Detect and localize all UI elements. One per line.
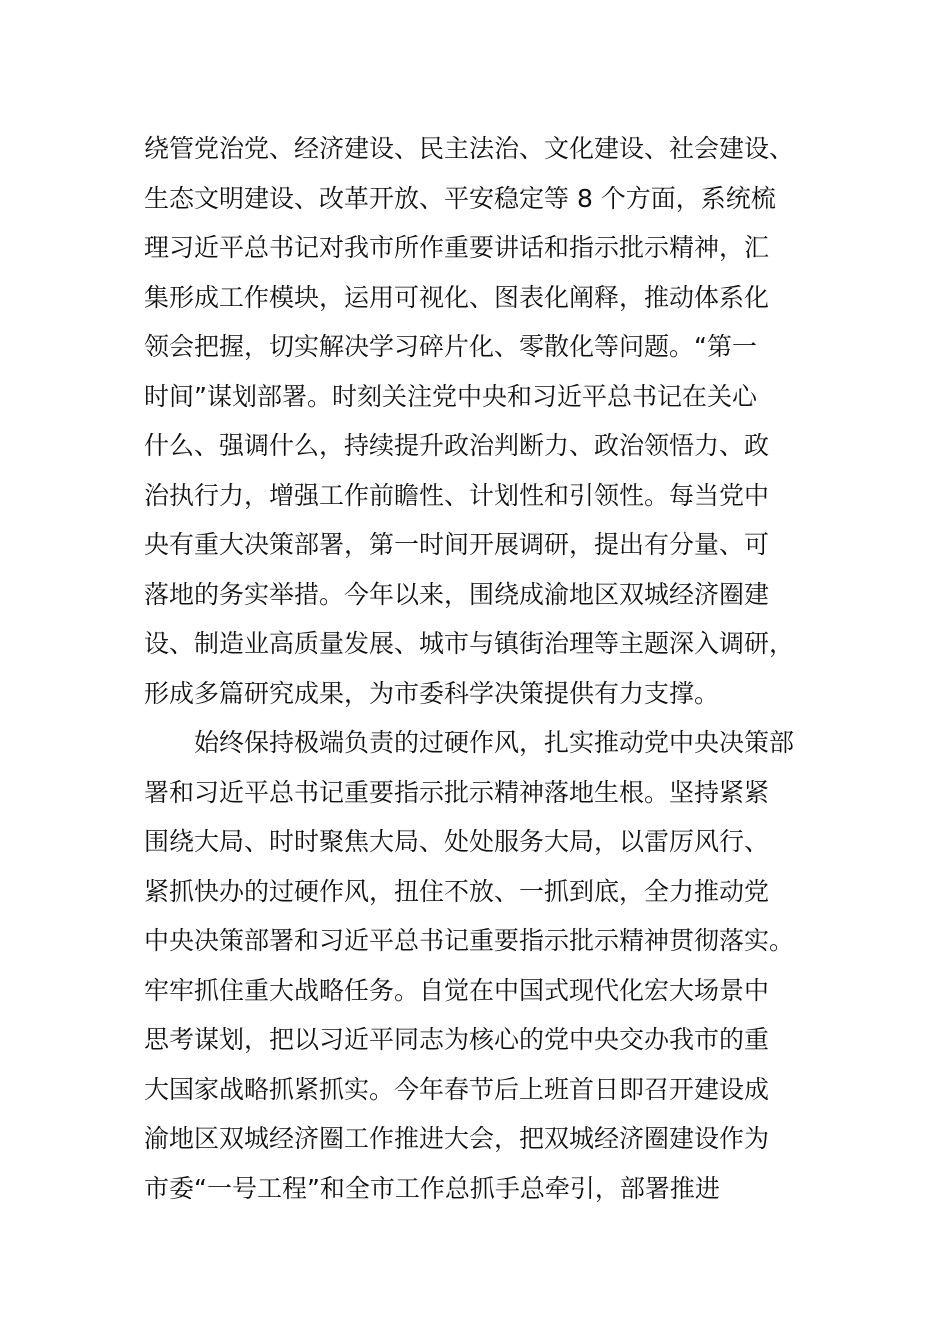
text-line: 署和习近平总书记重要指示批示精神落地生根。坚持紧紧	[144, 777, 770, 807]
paragraph-start-line: 始终保持极端负责的过硬作风，扎实推动党中央决策部	[144, 728, 795, 757]
text-line: 生态文明建设、改革开放、平安稳定等 8 个方面，系统梳	[144, 183, 776, 213]
text-line: 时间”谋划部署。时刻关注党中央和习近平总书记在关心	[144, 381, 757, 411]
text-line: 围绕大局、时时聚焦大局、处处服务大局，以雷厉风行、	[144, 827, 770, 856]
text-line: 集形成工作模块，运用可视化、图表化阐释，推动体系化	[144, 282, 770, 312]
text-line: 渝地区双城经济圈工作推进大会，把双城经济圈建设作为	[144, 1124, 770, 1153]
text-line: 牢牢抓住重大战略任务。自觉在中国式现代化宏大场景中	[144, 975, 770, 1005]
text-line: 理习近平总书记对我市所作重要讲话和指示批示精神，汇	[144, 233, 770, 262]
text-line: 大国家战略抓紧抓实。今年春节后上班首日即召开建设成	[144, 1074, 770, 1104]
body-text	[144, 124, 824, 1213]
text-line: 设、制造业高质量发展、城市与镇街治理等主题深入调研，	[144, 629, 795, 658]
text-line: 形成多篇研究成果，为市委科学决策提供有力支撑。	[144, 678, 720, 708]
text-line: 紧抓快办的过硬作风，扭住不放、一抓到底，全力推动党	[144, 876, 770, 906]
text-line: 领会把握，切实解决学习碎片化、零散化等问题。“第一	[144, 332, 757, 361]
text-line: 央有重大决策部署，第一时间开展调研，提出有分量、可	[144, 530, 770, 559]
text-line: 市委“一号工程”和全市工作总抓手总牵引，部署推进	[144, 1173, 720, 1203]
text-line: 绕管党治党、经济建设、民主法治、文化建设、社会建设、	[144, 134, 795, 163]
text-line: 中央决策部署和习近平总书记重要指示批示精神贯彻落实。	[144, 926, 795, 955]
text-line: 什么、强调什么，持续提升政治判断力、政治领悟力、政	[144, 431, 770, 460]
text-line: 思考谋划，把以习近平同志为核心的党中央交办我市的重	[144, 1025, 770, 1054]
text-line: 治执行力，增强工作前瞻性、计划性和引领性。每当党中	[144, 480, 770, 510]
text-line: 落地的务实举措。今年以来，围绕成渝地区双城经济圈建	[144, 579, 770, 609]
